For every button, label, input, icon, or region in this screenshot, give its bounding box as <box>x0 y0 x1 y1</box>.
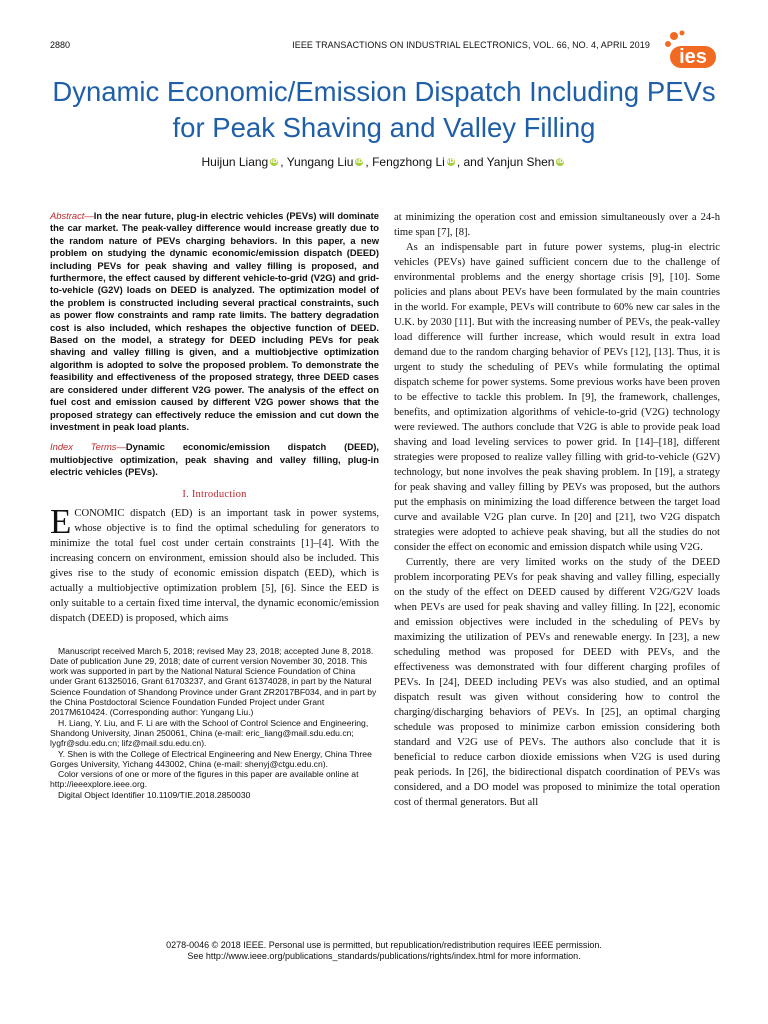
logo-text: ies <box>679 46 707 68</box>
body-paragraph: As an indispensable part in future power systems, plug-in electric vehicles (PEVs) have gained sufficient concern due to the challenge of environmental problems and the energy shortage crisis [9], [10]. Some policies and plans about PEVs have been formulated by the main countries in the world. For example, PEVs will contribute to 60% new car sales in the U.K. by 2030 [11]. But with the increasing number of PEVs, the peak-valley load difference will further increase, which would result in extra load demand due to the random charging behavior of PEVs [12], [13]. Thus, it is urgent to study the scheduling of PEVs while formulating the optimal dispatch scheme for power systems. Some previous works have been proven to be effective to tackle this problem. In [9], the framework, challenges, benefits, and optimization algorithms of vehicle-to-grid (V2G) technology were reviewed. The authors conclude that V2G is able to provide peak load shaving and load leveling services to power grid. In [14]–[18], different strategies were proposed to realize valley filling with grid-to-vehicle (G2V) technology, but none involves the peak shaving problem. In [19], a strategy for peak shaving and valley filling by PEVs was proposed, but the authors put the emphasis on minimizing the load difference between the target load curve and available V2G plan curve. In [20] and [21], two V2G dispatch strategies were adopted to achieve peak shaving, but all the studies do not consider the effect on economic and emission dispatch while using V2G. <box>394 242 720 553</box>
orcid-icon[interactable]: iD <box>355 158 363 165</box>
index-terms-dash: — <box>116 441 126 453</box>
footnote-affiliation: H. Liang, Y. Liu, and F. Li are with the School of Control Science and Engineering, Shandong University, Jinan 250061, China (e-mail: eric_liang@mail.sdu.edu.cn; lygfr@sdu.edu.cn; lifz@mail.sdu.edu.cn). <box>50 717 369 749</box>
orcid-icon[interactable]: iD <box>556 158 564 165</box>
footnotes <box>50 646 379 800</box>
author-name: Huijun Liang <box>201 155 269 169</box>
left-column <box>50 210 379 800</box>
section-heading-introduction: I. Introduction <box>182 488 247 500</box>
ies-logo-icon <box>664 30 722 72</box>
index-terms <box>50 441 379 478</box>
orcid-icon[interactable]: iD <box>270 158 278 165</box>
abstract-text: In the near future, plug-in electric vehicles (PEVs) will dominate the car market. The peak-valley difference would increase greatly due to the random nature of PEVs charging behaviors. In this paper, a new problem on studying the dynamic economic/emission dispatch (DEED) including PEVs for peak shaving and valley filling is proposed, and furthermore, the effect caused by different vehicle-to-grid (V2G) and grid-to-vehicle (G2V) loads on DEED is analyzed. The optimization model of the problem is constructed including several practical constraints, such as power flow constraints and ramp rate limits. The battery degradation cost is also included, which reshapes the objective function of DEED. Based on the model, a strategy for DEED including PEVs for peak shaving and valley filling is given, and a multiobjective optimization algorithm is adopted to solve the proposed problem. To demonstrate the feasibility and effectiveness of the proposed strategy, three DEED cases are considered under different V2G power. The analysis of the effect on fuel cost and emission caused by different V2G power shows that the proposed strategy can effectively reduce the emission and cut down the investment in peak load plants. <box>50 210 379 432</box>
author-name: Yanjun Shen <box>486 155 555 169</box>
footnote-affiliation: Y. Shen is with the College of Electrical Engineering and New Energy, China Three Gorges University, Yichang 443002, China (e-mail: shenyj@ctgu.edu.cn). <box>50 748 372 769</box>
journal-header: IEEE TRANSACTIONS ON INDUSTRIAL ELECTRONICS, VOL. 66, NO. 4, APRIL 2019 <box>292 40 650 50</box>
copyright-notice <box>40 940 728 962</box>
copyright-line: 0278-0046 © 2018 IEEE. Personal use is permitted, but republication/redistribution requires IEEE permission. <box>166 940 602 950</box>
footnote-manuscript: Manuscript received March 5, 2018; revised May 23, 2018; accepted June 8, 2018. Date of publication June 29, 2018; date of current version November 30, 2018. This work was supported in part by the National Natural Science Foundation of China under Grant 61325016, Grant 61703237, and Grant 61374028, in part by the Natural Science Foundation of Shandong Province under Grant ZR2017BF034, and in part by the China Postdoctoral Science Foundation Funded Project under Grant 2017M610424. (Corresponding author: Yungang Liu.) <box>50 645 377 718</box>
footnote-doi: Digital Object Identifier 10.1109/TIE.2018.2850030 <box>58 789 251 800</box>
intro-first-word: CONOMIC <box>74 507 125 519</box>
author-list <box>40 155 728 169</box>
abstract-dash: — <box>84 210 94 221</box>
page-number: 2880 <box>50 40 71 50</box>
author-separator: , <box>280 155 287 169</box>
copyright-line: See http://www.ieee.org/publications_standards/publications/rights/index.html for more information. <box>187 951 581 961</box>
paper-title: Dynamic Economic/Emission Dispatch Including PEVs for Peak Shaving and Valley Filling <box>52 76 716 143</box>
orcid-icon[interactable]: iD <box>447 158 455 165</box>
body-paragraph: Currently, there are very limited works on the study of the DEED problem incorporating PEVs for peak shaving and valley filling, especially on the study of the effect on DEED caused by different V2G/G2V loads when PEVs are used for peak shaving and valley filling. In [22], economic and emission objectives were included in the scheduling of PEVs by maximizing the utilization of PEVs and renewable energy. In [23], a new scheduling method was proposed for DEED with PEVs, and the effectiveness was demonstrated with four different charging profiles of PEVs. In [24], DEED including PEVs was also studied, and an optimal dispatch result was given without considering how to control the charging/discharging behaviors of PEVs. In [25], an optimal charging schedule was proposed to minimize carbon emission considering both standard and V2G use of PEVs. The authors also conclude that it is beneficial to reduce carbon dioxide emissions when V2G is used during peak periods. In [26], the bidirectional dispatch coordination of PEVs was considered, and a DO model was proposed to minimize the total operation cost of thermal generators. But all <box>394 557 720 808</box>
body-paragraph: at minimizing the operation cost and emission simultaneously over a 24-h time span [7], [8]. <box>394 212 720 238</box>
author-separator: , <box>365 155 373 169</box>
right-column <box>394 210 720 810</box>
footnote-color-note: Color versions of one or more of the figures in this paper are available online at http://ieeexplore.ieee.org. <box>50 769 359 790</box>
dropcap-letter: E <box>50 501 72 541</box>
index-terms-text: Dynamic economic/emission dispatch (DEED), multiobjective optimization, peak shaving and valley filling, plug-in electric vehicles (PEVs). <box>50 441 379 478</box>
abstract-label: Abstract <box>50 210 85 221</box>
abstract <box>50 210 379 433</box>
index-terms-label: Index Terms <box>50 441 117 453</box>
author-separator: , and <box>456 155 487 169</box>
intro-paragraph <box>50 501 379 626</box>
author-name: Yungang Liu <box>286 155 354 169</box>
author-name: Fengzhong Li <box>372 155 445 169</box>
intro-text: dispatch (ED) is an important task in power systems, whose objective is to find the optimal scheduling for generators to minimize the total fuel cost under certain constraints [1]–[4]. With the increasing concern on environment, emission should also be included. This gives rise to the study of economic emission dispatch (EED), which is actually a multiobjective optimization problem [5], [6]. Since the EED is only suitable to a certain fixed time interval, the dynamic economic/emission dispatch (DEED) is proposed, which aims <box>50 507 379 624</box>
